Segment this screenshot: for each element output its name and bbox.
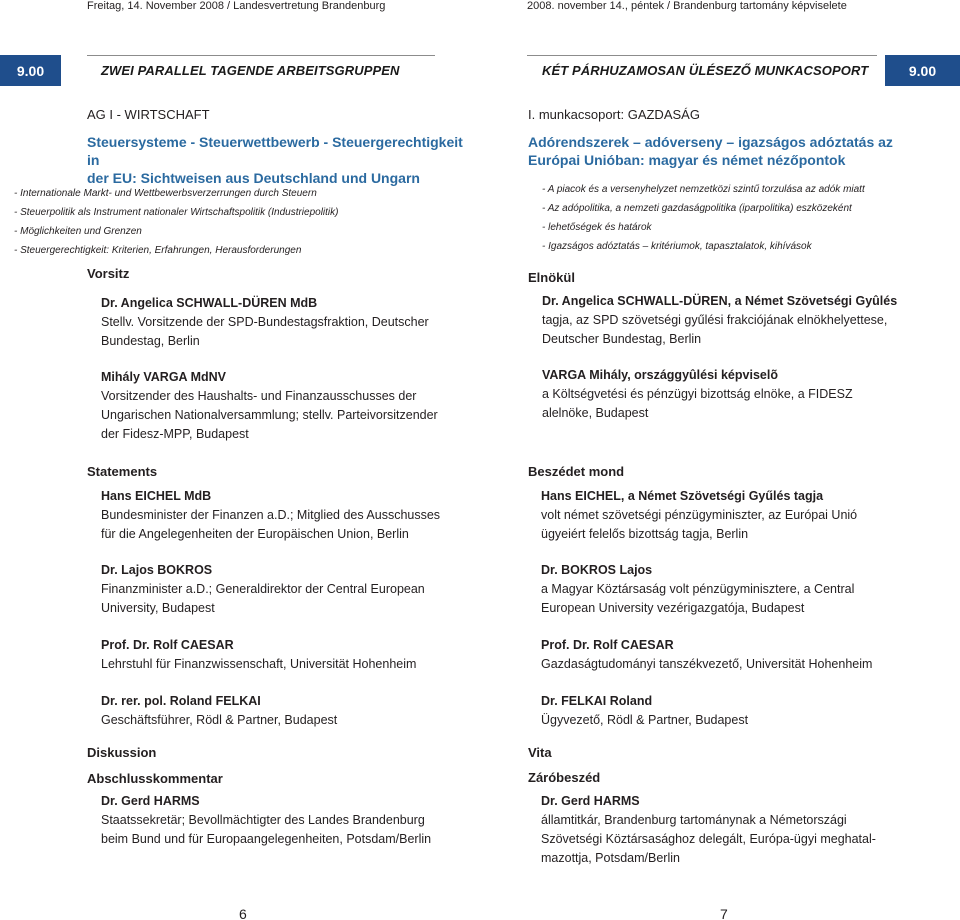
right-page <box>480 0 960 920</box>
bullet-item: - Steuerpolitik als Instrument nationaler Wirtschaftspolitik (Industriepolitik) <box>14 207 339 218</box>
bullet-item: - Steuergerechtigkeit: Kriterien, Erfahrungen, Herausforderungen <box>14 245 302 256</box>
person-role: Lehrstuhl für Finanzwissenschaft, Universität Hohenheim <box>101 657 417 671</box>
person-role: volt német szövetségi pénzügyminiszter, az Európai Unió <box>541 508 858 522</box>
person-role: a Költségvetési és pénzügyi bizottság elnöke, a FIDESZ <box>542 387 853 401</box>
speaker-entry <box>541 636 872 674</box>
person-role: Finanzminister a.D.; Generaldirektor der Central European <box>101 582 425 596</box>
person-name: Dr. FELKAI Roland <box>541 694 653 708</box>
statements-label: Statements <box>87 464 158 479</box>
speaker-entry <box>101 692 337 730</box>
speaker-entry <box>541 487 857 544</box>
bullet-item: - Igazságos adóztatás – kritériumok, tapasztalatok, kihívások <box>542 241 812 252</box>
person-name: Dr. Gerd HARMS <box>101 794 200 808</box>
speaker-entry <box>541 561 854 618</box>
person-role: alelnöke, Budapest <box>542 406 649 420</box>
person-name: Dr. Gerd HARMS <box>541 794 640 808</box>
working-group-label: AG I - WIRTSCHAFT <box>87 107 210 122</box>
session-title: KÉT PÁRHUZAMOSAN ÜLÉSEZŐ MUNKACSOPORT <box>542 63 869 78</box>
statements-label: Beszédet mond <box>528 464 625 479</box>
closing-speaker-entry <box>101 792 431 849</box>
chair-entry <box>101 368 438 444</box>
person-name: Hans EICHEL, a Német Szövetségi Gyűlés tagja <box>541 489 824 503</box>
person-role: Ügyvezető, Rödl & Partner, Budapest <box>541 713 749 727</box>
person-role: Bundesminister der Finanzen a.D.; Mitglied des Ausschusses <box>101 508 441 522</box>
person-name: Dr. Lajos BOKROS <box>101 563 213 577</box>
person-role: Deutscher Bundestag, Berlin <box>542 332 702 346</box>
page-number: 7 <box>720 906 728 920</box>
person-name: Mihály VARGA MdNV <box>101 370 227 384</box>
discussion-label: Vita <box>528 745 552 760</box>
chair-entry <box>542 366 853 423</box>
person-name: Dr. Angelica SCHWALL-DÜREN, a Német Szövetségi Gyûlés <box>542 294 898 308</box>
topic-line: der EU: Sichtweisen aus Deutschland und Ungarn <box>87 170 420 186</box>
person-role: Vorsitzender des Haushalts- und Finanzausschusses der <box>101 389 417 403</box>
person-name: Dr. BOKROS Lajos <box>541 563 653 577</box>
person-role: államtitkár, Brandenburg tartománynak a Németországi <box>541 813 847 827</box>
person-role: Szövetségi Köztársasághoz delegált, Európa-ügyi meghatal- <box>541 832 876 846</box>
topic-title <box>528 133 928 169</box>
chair-entry <box>542 292 897 349</box>
person-name: Hans EICHEL MdB <box>101 489 212 503</box>
person-name: Prof. Dr. Rolf CAESAR <box>541 638 674 652</box>
time-badge: 9.00 <box>0 55 61 86</box>
closing-label: Abschlusskommentar <box>87 771 223 786</box>
closing-label: Záróbeszéd <box>528 770 601 785</box>
topic-line: Európai Unióban: magyar és német nézőpontok <box>528 152 846 168</box>
person-role: University, Budapest <box>101 601 215 615</box>
topic-bullet-list <box>542 180 942 256</box>
person-role: a Magyar Köztársaság volt pénzügyminisztere, a Central <box>541 582 855 596</box>
topic-bullet-list <box>14 184 394 260</box>
person-name: Prof. Dr. Rolf CAESAR <box>101 638 234 652</box>
person-role: Gazdaságtudományi tanszékvezető, Universität Hohenheim <box>541 657 873 671</box>
person-role: Staatssekretär; Bevollmächtigter des Landes Brandenburg <box>101 813 425 827</box>
working-group-label: I. munkacsoport: GAZDASÁG <box>528 107 700 122</box>
chair-label: Vorsitz <box>87 266 130 281</box>
person-role: Bundestag, Berlin <box>101 334 200 348</box>
person-name: Dr. rer. pol. Roland FELKAI <box>101 694 261 708</box>
bullet-item: - lehetőségek és határok <box>542 222 652 233</box>
person-name: VARGA Mihály, országgyûlési képviselõ <box>542 368 778 382</box>
person-role: mazottja, Potsdam/Berlin <box>541 851 680 865</box>
bullet-item: - Az adópolitika, a nemzeti gazdaságpolitika (iparpolitika) eszközeként <box>542 203 852 214</box>
page-header: Freitag, 14. November 2008 / Landesvertretung Brandenburg <box>87 0 386 12</box>
person-role: der Fidesz-MPP, Budapest <box>101 427 249 441</box>
bullet-item: - Internationale Markt- und Wettbewerbsverzerrungen durch Steuern <box>14 188 317 199</box>
person-role: Stellv. Vorsitzende der SPD-Bundestagsfraktion, Deutscher <box>101 315 429 329</box>
topic-line: Steuersysteme - Steuerwettbewerb - Steuergerechtigkeit in <box>87 134 463 168</box>
speaker-entry <box>541 692 748 730</box>
person-role: Geschäftsführer, Rödl & Partner, Budapest <box>101 713 338 727</box>
person-role: beim Bund und für Europaangelegenheiten, Potsdam/Berlin <box>101 832 432 846</box>
person-role: Ungarischen Nationalversammlung; stellv. Parteivorsitzender <box>101 408 438 422</box>
person-role: European University vezérigazgatója, Budapest <box>541 601 805 615</box>
topic-title <box>87 133 467 187</box>
person-role: für die Angelegenheiten der Europäischen Union, Berlin <box>101 527 409 541</box>
bullet-item: - Möglichkeiten und Grenzen <box>14 226 142 237</box>
bullet-item: - A piacok és a versenyhelyzet nemzetközi szintű torzulása az adók miatt <box>542 184 865 195</box>
time-badge: 9.00 <box>885 55 960 86</box>
chair-label: Elnökül <box>528 270 575 285</box>
speaker-entry <box>101 487 440 544</box>
topic-line: Adórendszerek – adóverseny – igazságos adóztatás az <box>528 134 893 150</box>
speaker-entry <box>101 636 416 674</box>
header-divider <box>87 55 435 56</box>
person-role: ügyeiért felelős bizottság tagja, Berlin <box>541 527 749 541</box>
person-name: Dr. Angelica SCHWALL-DÜREN MdB <box>101 296 318 310</box>
session-title: ZWEI PARALLEL TAGENDE ARBEITSGRUPPEN <box>101 63 400 78</box>
chair-entry <box>101 294 429 351</box>
discussion-label: Diskussion <box>87 745 157 760</box>
header-divider <box>527 55 877 56</box>
page-header: 2008. november 14., péntek / Brandenburg tartomány képviselete <box>527 0 847 12</box>
page-number: 6 <box>239 906 247 920</box>
closing-speaker-entry <box>541 792 876 868</box>
person-role: tagja, az SPD szövetségi gyűlési frakciójának elnökhelyettese, <box>542 313 888 327</box>
speaker-entry <box>101 561 425 618</box>
